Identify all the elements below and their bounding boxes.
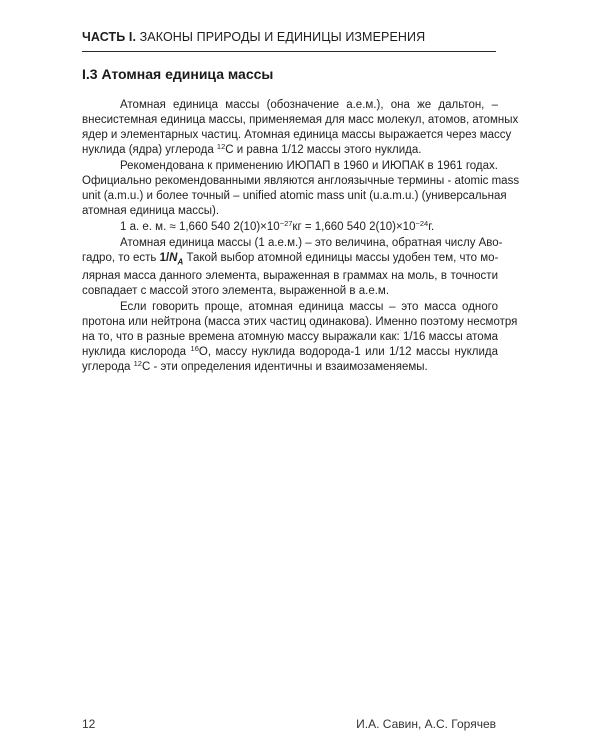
- text-fragment: нуклида (ядра) углерода: [82, 144, 217, 156]
- text-line: Если говорить проще, атомная единица массы – это масса одного: [120, 301, 498, 314]
- header-title: ЗАКОНЫ ПРИРОДЫ И ЕДИНИЦЫ ИЗМЕРЕНИЯ: [139, 30, 426, 44]
- text-line: ядер и элементарных частиц. Атомная единица массы выражается через массу: [82, 129, 512, 141]
- formula-line: [82, 220, 498, 235]
- superscript: −27: [279, 219, 293, 228]
- running-header: [82, 30, 496, 44]
- text-line: Атомная единица массы (1 а.е.м.) – это величина, обратная числу Аво-: [120, 237, 503, 249]
- header-part: ЧАСТЬ I.: [82, 30, 137, 44]
- text-fragment: O, массу нуклида водорода-1 или 1/12 массы нуклида: [198, 346, 499, 359]
- text-line: на то, что в разные времена атомную массу выражали как: 1/16 массы атома: [82, 331, 498, 344]
- text-fragment: нуклида кислорода: [82, 346, 191, 359]
- section-title: I.3 Атомная единица массы: [82, 66, 274, 82]
- formula-bold-italic: N: [169, 252, 178, 264]
- text-line: [82, 143, 498, 158]
- text-line: протона или нейтрона (масса этих частиц одинакова). Именно поэтому несмотря: [82, 316, 518, 329]
- formula-part: 1 а. е. м. ≈ 1,660 540 2(10)×10: [120, 221, 280, 233]
- formula-part: г.: [428, 221, 435, 233]
- page-authors: И.А. Савин, А.С. Горячев: [356, 717, 496, 731]
- text-line: Официально рекомендованными являются англоязычные термины - atomic mass: [82, 175, 520, 187]
- text-line: внесистемная единица массы, применяемая для масс молекул, атомов, атомных: [82, 114, 519, 126]
- paragraph-formula: [82, 220, 498, 235]
- superscript: 12: [216, 142, 226, 151]
- paragraph-simplified: [82, 300, 518, 375]
- page-number: 12: [82, 717, 96, 731]
- text-line: [82, 360, 498, 375]
- formula-part: кг = 1,660 540 2(10)×10: [292, 221, 416, 233]
- text-line: атомная единица массы).: [82, 205, 220, 217]
- text-line: [82, 345, 498, 360]
- paragraph-recommendation: [82, 159, 520, 219]
- text-line: лярная масса данного элемента, выраженная в граммах на моль, в точности: [82, 270, 498, 283]
- text-fragment: Такой выбор атомной единицы массы удобен тем, что мо-: [183, 252, 499, 264]
- formula-bold: 1/: [159, 252, 170, 264]
- text-line: Атомная единица массы (обозначение а.е.м.), она же дальтон, –: [120, 99, 498, 111]
- text-line: unit (a.m.u.) и более точный – unified atomic mass unit (u.a.m.u.) (универсальная: [82, 190, 507, 202]
- header-rule: [82, 51, 496, 52]
- text-line: Рекомендована к применению ИЮПАП в 1960 и ИЮПАК в 1961 годах.: [120, 160, 498, 172]
- body-text: [82, 98, 520, 376]
- text-line: [82, 251, 498, 269]
- superscript: 12: [133, 359, 142, 369]
- paragraph-definition: [82, 98, 519, 158]
- superscript: −24: [415, 219, 429, 228]
- text-fragment: гадро, то есть: [82, 252, 160, 264]
- subscript: A: [177, 257, 184, 267]
- text-fragment: углерода: [82, 361, 134, 374]
- text-fragment: C и равна 1/12 массы этого нуклида.: [225, 144, 422, 156]
- superscript: 16: [190, 344, 199, 354]
- paragraph-avogadro: [82, 236, 503, 299]
- text-line: совпадает с массой этого элемента, выраженной в а.е.м.: [82, 285, 390, 298]
- text-fragment: C - эти определения идентичны и взаимозаменяемы.: [141, 361, 428, 374]
